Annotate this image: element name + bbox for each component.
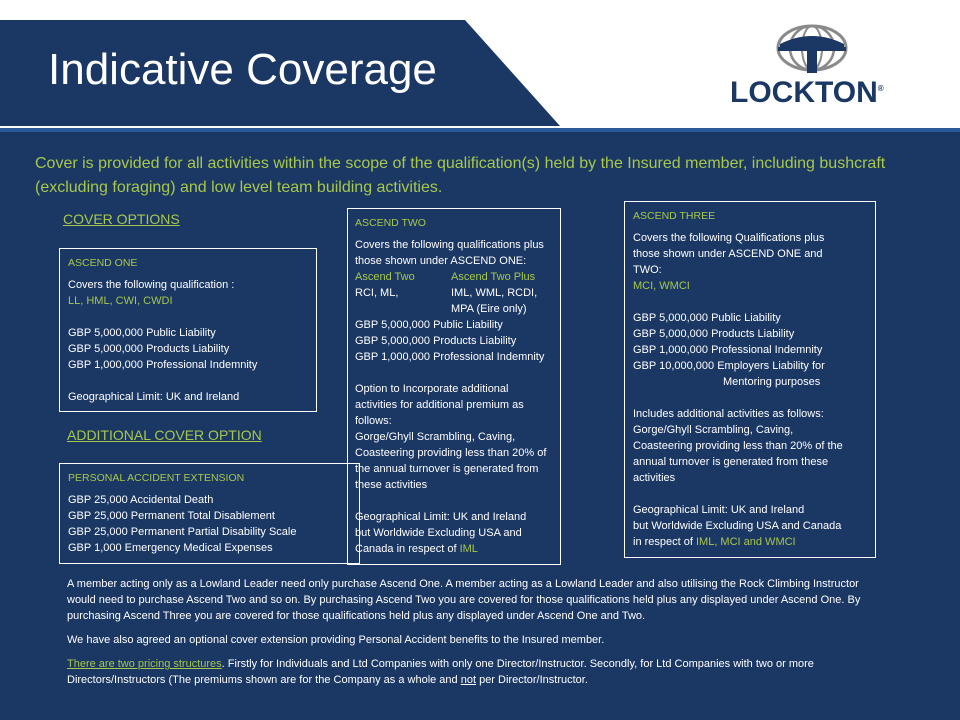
limit-line: GBP 5,000,000 Public Liability <box>355 319 503 331</box>
pa-item: GBP 25,000 Accidental Death <box>68 494 214 506</box>
additional-cover-heading[interactable]: ADDITIONAL COVER OPTION <box>67 427 262 443</box>
ascend-three-geo: Geographical Limit: UK and Ireland <box>633 504 805 516</box>
footer-paragraph: We have also agreed an optional cover extension providing Personal Accident benefits to the Insured member. <box>67 634 605 646</box>
ascend-one-title: ASCEND ONE <box>68 257 138 269</box>
option-line: these activities <box>355 479 428 491</box>
globe-icon <box>718 16 918 76</box>
footer-notes <box>67 576 867 696</box>
pa-item: GBP 25,000 Permanent Total Disablement <box>68 510 275 522</box>
ascend-three-geo: but Worldwide Excluding USA and Canada <box>633 520 842 532</box>
option-line: follows: <box>355 415 392 427</box>
limit-line: GBP 5,000,000 Public Liability <box>633 312 781 324</box>
registered-mark: ® <box>877 84 884 93</box>
limit-line: GBP 1,000,000 Professional Indemnity <box>355 351 545 363</box>
limit-line: Mentoring purposes <box>723 376 821 388</box>
ascend-two-box <box>347 208 561 565</box>
header-divider <box>0 128 960 132</box>
footer-text: . Firstly for Individuals and Ltd Companies with only one Director/Instructor. Secondly, for Ltd Companies with two or more Directors/Instructors (The premiums shown are for the Company as a whole and <box>67 658 814 686</box>
ascend-one-box <box>59 248 317 412</box>
ascend-one-quals: LL, HML, CWI, CWDI <box>68 295 173 307</box>
personal-accident-box <box>59 463 360 564</box>
includes-line: activities <box>633 472 676 484</box>
ascend-two-geo-highlight: IML <box>459 543 478 555</box>
ascend-two-geo: but Worldwide Excluding USA and <box>355 527 522 539</box>
ascend-two-col-head: Ascend Two <box>355 271 415 283</box>
option-line: Gorge/Ghyll Scrambling, Caving, <box>355 431 516 443</box>
ascend-one-geo: Geographical Limit: UK and Ireland <box>68 391 240 403</box>
intro-text: Cover is provided for all activities within the scope of the qualification(s) held by the Insured member, including bushcraft (excluding foraging) and low level team building activities. <box>35 155 886 196</box>
ascend-three-geo: in respect of <box>633 536 696 548</box>
ascend-two-plus-quals: MPA (Eire only) <box>451 303 527 315</box>
ascend-two-plus-quals: IML, WML, RCDI, <box>451 287 538 299</box>
lockton-logo <box>718 16 918 126</box>
pricing-structures-link[interactable]: There are two pricing structures <box>67 658 222 670</box>
option-line: the annual turnover is generated from <box>355 463 539 475</box>
option-line: Coasteering providing less than 20% of <box>355 447 547 459</box>
limit-line: GBP 5,000,000 Products Liability <box>355 335 517 347</box>
personal-accident-title: PERSONAL ACCIDENT EXTENSION <box>68 472 245 484</box>
ascend-three-desc: Covers the following Qualifications plus <box>633 232 825 244</box>
includes-line: Includes additional activities as follows: <box>633 408 824 420</box>
limit-line: GBP 5,000,000 Products Liability <box>68 343 230 355</box>
logo-wordmark: LOCKTON <box>730 76 878 109</box>
ascend-two-title: ASCEND TWO <box>355 217 426 229</box>
limit-line: GBP 5,000,000 Public Liability <box>68 327 216 339</box>
option-line: Option to Incorporate additional <box>355 383 509 395</box>
ascend-two-desc: those shown under ASCEND ONE: <box>355 255 527 267</box>
ascend-two-quals: RCI, ML, <box>355 287 399 299</box>
page-title: Indicative Coverage <box>48 45 437 94</box>
ascend-two-geo: Geographical Limit: UK and Ireland <box>355 511 527 523</box>
limit-line: GBP 10,000,000 Employers Liability for <box>633 360 825 372</box>
ascend-three-desc: those shown under ASCEND ONE and <box>633 248 823 260</box>
footer-paragraph: A member acting only as a Lowland Leader need only purchase Ascend One. A member acting as a Lowland Leader and also utilising the Rock Climbing Instructor would need to purchase Ascend Two and so on. By purchasing Ascend Two you are covered for those qualifications held plus any displayed under Ascend One. By purchasing Ascend Three you are covered for those qualifications held plus any displayed under Ascend One and Two. <box>67 578 861 622</box>
limit-line: GBP 1,000,000 Professional Indemnity <box>68 359 258 371</box>
footer-text: per Director/Instructor. <box>476 674 588 686</box>
ascend-two-desc: Covers the following qualifications plus <box>355 239 544 251</box>
footer-emphasis: not <box>460 674 477 686</box>
cover-options-heading[interactable]: COVER OPTIONS <box>63 211 180 227</box>
includes-line: Coasteering providing less than 20% of the <box>633 440 843 452</box>
pa-item: GBP 25,000 Permanent Partial Disability Scale <box>68 526 297 538</box>
includes-line: annual turnover is generated from these <box>633 456 829 468</box>
limit-line: GBP 5,000,000 Products Liability <box>633 328 795 340</box>
ascend-three-box <box>624 201 876 558</box>
ascend-three-quals: MCI, WMCI <box>633 280 690 292</box>
ascend-three-geo-highlight: IML, MCI and WMCI <box>695 536 796 548</box>
ascend-three-desc: TWO: <box>633 264 662 276</box>
option-line: activities for additional premium as <box>355 399 524 411</box>
limit-line: GBP 1,000,000 Professional Indemnity <box>633 344 823 356</box>
footer-paragraph <box>67 656 867 688</box>
ascend-two-plus-col-head: Ascend Two Plus <box>451 271 536 283</box>
pa-item: GBP 1,000 Emergency Medical Expenses <box>68 542 273 554</box>
includes-line: Gorge/Ghyll Scrambling, Caving, <box>633 424 794 436</box>
ascend-one-desc: Covers the following qualification : <box>68 279 235 291</box>
ascend-three-title: ASCEND THREE <box>633 210 716 222</box>
ascend-two-geo: Canada in respect of <box>355 543 460 555</box>
